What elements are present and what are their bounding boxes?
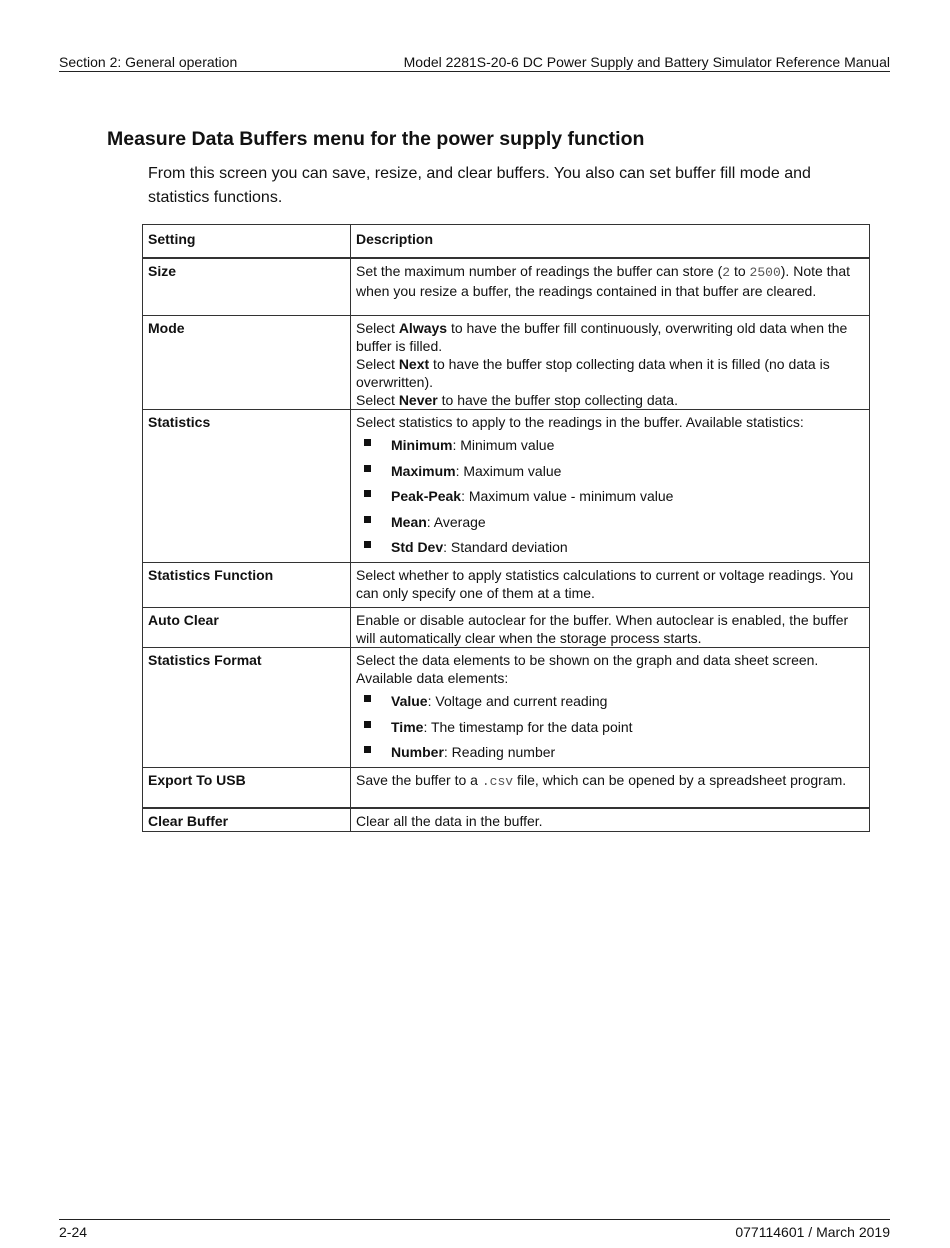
- list-item: Mean: Average: [356, 511, 864, 537]
- bullet-icon: [364, 490, 371, 497]
- bullet-icon: [364, 695, 371, 702]
- setting-name: Auto Clear: [143, 607, 351, 647]
- data-elements-list: [356, 690, 864, 767]
- bullet-icon: [364, 541, 371, 548]
- list-item: Time: The timestamp for the data point: [356, 716, 864, 742]
- setting-description: Select statistics to apply to the readings in the buffer. Available statistics: Minimum: Minimum value Maximum: Maximum value Peak-Peak: Maximum value - minimum value Mean: Average Std Dev: Standard deviation: [351, 410, 870, 563]
- list-item: Number: Reading number: [356, 741, 864, 767]
- setting-description: Clear all the data in the buffer.: [351, 808, 870, 832]
- bullet-icon: [364, 465, 371, 472]
- document-id: 077114601 / March 2019: [735, 1224, 890, 1240]
- setting-name: Size: [143, 258, 351, 316]
- table-row: [143, 410, 870, 563]
- list-item: Maximum: Maximum value: [356, 460, 864, 486]
- settings-table: [142, 224, 870, 832]
- page-footer: [59, 1219, 890, 1240]
- statistics-list: [356, 434, 864, 562]
- setting-name: Mode: [143, 316, 351, 410]
- section-label: Section 2: General operation: [59, 54, 238, 70]
- page-header: [59, 54, 890, 72]
- setting-description: Enable or disable autoclear for the buffer. When autoclear is enabled, the buffer will automatically clear when the storage process starts.: [351, 607, 870, 647]
- table-header-row: [143, 225, 870, 259]
- bullet-icon: [364, 516, 371, 523]
- list-item: Value: Voltage and current reading: [356, 690, 864, 716]
- setting-description: Set the maximum number of readings the buffer can store (2 to 2500). Note that when you resize a buffer, the readings contained in that buffer are cleared.: [351, 258, 870, 316]
- setting-description: Select the data elements to be shown on the graph and data sheet screen. Available data elements: Value: Voltage and current reading Time: The timestamp for the data point Number: Reading number: [351, 647, 870, 767]
- column-header-description: Description: [351, 225, 870, 259]
- table-row: [143, 647, 870, 767]
- list-item: Peak-Peak: Maximum value - minimum value: [356, 485, 864, 511]
- table-row: [143, 562, 870, 607]
- table-row: [143, 808, 870, 832]
- table-row: [143, 767, 870, 808]
- setting-name: Clear Buffer: [143, 808, 351, 832]
- manual-title: Model 2281S-20-6 DC Power Supply and Battery Simulator Reference Manual: [403, 54, 890, 70]
- setting-name: Statistics: [143, 410, 351, 563]
- bullet-icon: [364, 746, 371, 753]
- bullet-icon: [364, 721, 371, 728]
- column-header-setting: Setting: [143, 225, 351, 259]
- setting-description: Select Always to have the buffer fill continuously, overwriting old data when the buffer is filled. Select Next to have the buffer stop collecting data when it is filled (no data is overwritten). Select Never to have the buffer stop collecting data.: [351, 316, 870, 410]
- setting-description: Save the buffer to a .csv file, which can be opened by a spreadsheet program.: [351, 767, 870, 808]
- page-heading: Measure Data Buffers menu for the power supply function: [107, 128, 645, 150]
- setting-name: Statistics Function: [143, 562, 351, 607]
- list-item: Std Dev: Standard deviation: [356, 536, 864, 562]
- table-row: [143, 258, 870, 316]
- page-number: 2-24: [59, 1224, 88, 1240]
- table-row: [143, 316, 870, 410]
- intro-paragraph: From this screen you can save, resize, and clear buffers. You also can set buffer fill mode and statistics functions.: [148, 165, 811, 206]
- bullet-icon: [364, 439, 371, 446]
- setting-name: Export To USB: [143, 767, 351, 808]
- table-row: [143, 607, 870, 647]
- list-item: Minimum: Minimum value: [356, 434, 864, 460]
- setting-name: Statistics Format: [143, 647, 351, 767]
- setting-description: Select whether to apply statistics calculations to current or voltage readings. You can only specify one of them at a time.: [351, 562, 870, 607]
